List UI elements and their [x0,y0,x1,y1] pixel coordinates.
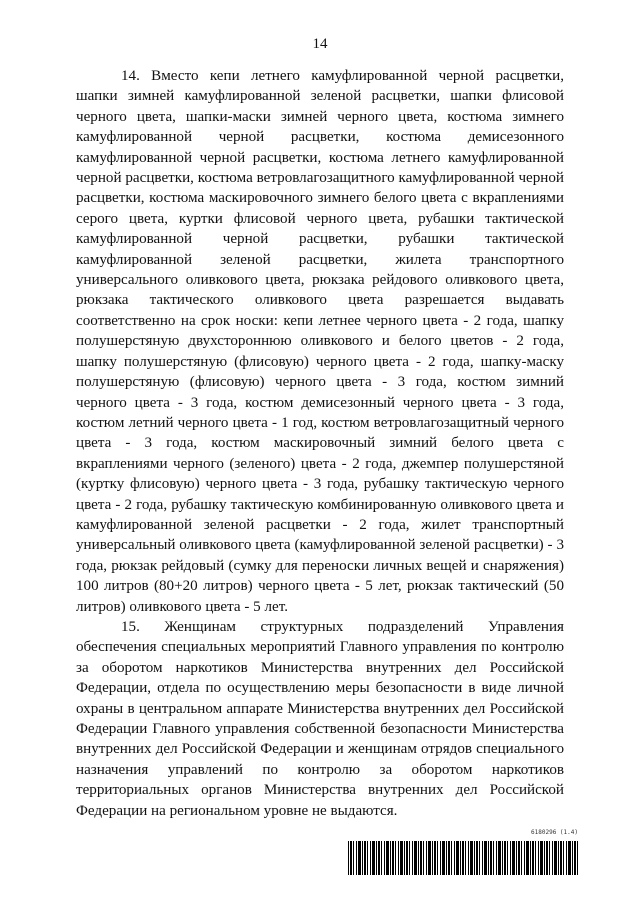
barcode-icon [348,841,578,875]
document-body [76,66,564,821]
paragraph-14: 14. Вместо кепи летнего камуфлированной черной расцветки, шапки зимней камуфлированной зеленой расцветки, шапки флисовой черного цвета, шапки-маски зимней черного цвета, костюма зимнего камуфлированной черной расцветки, костюма демисезонного камуфлированной черной расцветки, костюма летнего камуфлированной черной расцветки, костюма ветровлагозащитного камуфлированной черной расцветки, костюма маскировочного зимнего белого цвета с вкраплениями серого цвета, куртки флисовой черного цвета, рубашки тактической камуфлированной черной расцветки, рубашки тактической камуфлированной зеленой расцветки, жилета транспортного универсального оливкового цвета, рюкзака рейдового оливкового цвета, рюкзака тактического оливкового цвета разрешается выдавать соответственно на срок носки: кепи летнее черного цвета - 2 года, шапку полушерстяную двухстороннюю оливкового и белого цветов - 2 года, шапку полушерстяную (флисовую) черного цвета - 2 года, шапку-маску полушерстяную (флисовую) черного цвета - 3 года, костюм зимний черного цвета - 3 года, костюм демисезонный черного цвета - 3 года, костюм летний черного цвета - 1 год, костюм ветровлагозащитный черного цвета - 3 года, костюм маскировочный зимний белого цвета с вкраплениями черного (зеленого) цвета - 2 года, джемпер полушерстяной (куртку флисовую) черного цвета - 3 года, рубашку тактическую черного цвета - 2 года, рубашку тактическую комбинированную оливкового цвета и камуфлированной зеленой расцветки - 2 года, жилет транспортный универсальный оливкового цвета (камуфлированной зеленой расцветки) - 3 года, рюкзак рейдовый (сумку для переноски личных вещей и снаряжения) 100 литров (80+20 литров) черного цвета - 5 лет, рюкзак тактический (50 литров) оливкового цвета - 5 лет. [76,68,564,615]
page-number: 14 [312,36,328,52]
paragraph-15: 15. Женщинам структурных подразделений Управления обеспечения специальных мероприятий Главного управления по контролю за оборотом наркотиков Министерства внутренних дел Российской Федерации, отдела по осуществлению меры безопасности в виде личной охраны в центральном аппарате Министерства внутренних дел Российской Федерации Главного управления собственной безопасности Министерства внутренних дел Российской Федерации и женщинам отрядов специального назначения управлений по контролю за оборотом наркотиков территориальных органов Министерства внутренних дел Российской Федерации на региональном уровне не выдаются. [76,618,564,819]
document-code: 6180296 (1.4) [531,829,578,836]
document-footer [348,829,578,887]
